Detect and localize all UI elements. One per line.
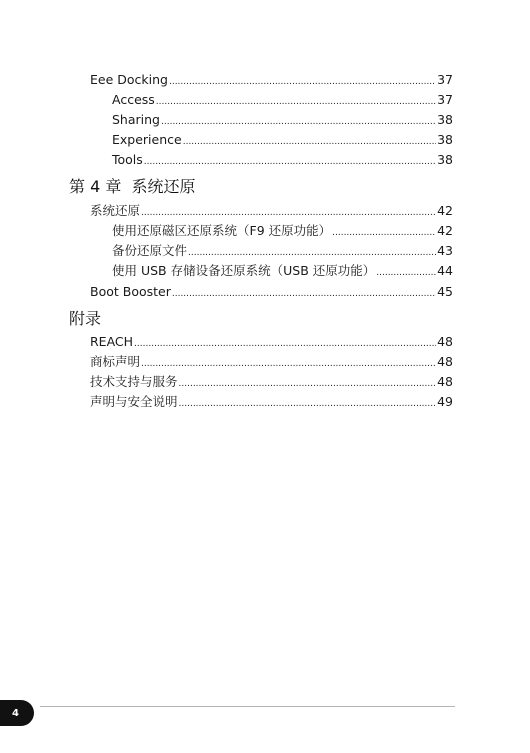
toc-entry-page: 44 (437, 263, 453, 278)
toc-entry-access[interactable] (112, 92, 453, 108)
toc-entry-label: Experience (112, 132, 182, 147)
toc-entry-reach[interactable] (90, 334, 453, 350)
toc-entry-label: Tools (112, 152, 143, 167)
dot-leader (188, 245, 436, 261)
toc-entry-page: 48 (437, 374, 453, 389)
toc-entry-tools[interactable] (112, 152, 453, 168)
toc-entry-label: 商标声明 (90, 354, 141, 369)
toc-entry-label: 使用 USB 存储设备还原系统（USB 还原功能） (112, 263, 376, 278)
dot-leader (183, 134, 436, 150)
toc-entry-support[interactable] (90, 374, 453, 390)
toc-entry-page: 38 (437, 112, 453, 127)
toc-entry-page: 37 (437, 72, 453, 87)
toc-entry-experience[interactable] (112, 132, 453, 148)
toc-entry-sharing[interactable] (112, 112, 453, 128)
page-number-badge (0, 700, 34, 726)
toc-entry-label: 备份还原文件 (112, 243, 188, 258)
toc-entry-system-restore[interactable] (90, 203, 453, 219)
toc-entry-page: 45 (437, 284, 453, 299)
toc-entry-label: 声明与安全说明 (90, 394, 178, 409)
toc-entry-safety[interactable] (90, 394, 453, 410)
toc-entry-label: Eee Docking (90, 72, 168, 87)
toc-entry-label: Sharing (112, 112, 160, 127)
dot-leader (156, 94, 436, 110)
dot-leader (141, 356, 436, 372)
appendix-heading: 附录 (69, 309, 102, 328)
dot-leader (141, 205, 436, 221)
dot-leader (376, 265, 436, 281)
toc-entry-page: 43 (437, 243, 453, 258)
dot-leader (144, 154, 436, 170)
toc-entry-label: 技术支持与服务 (90, 374, 178, 389)
toc-entry-eee-docking[interactable] (90, 72, 453, 88)
toc-entry-partition-restore[interactable] (112, 223, 453, 239)
toc-entry-page: 49 (437, 394, 453, 409)
toc-entry-page: 48 (437, 334, 453, 349)
dot-leader (134, 336, 436, 352)
toc-entry-label: REACH (90, 334, 134, 349)
footer-rule (40, 706, 455, 707)
toc-entry-page: 42 (437, 223, 453, 238)
toc-entry-backup-files[interactable] (112, 243, 453, 259)
dot-leader (169, 74, 436, 90)
dot-leader (179, 376, 437, 392)
toc-entry-boot-booster[interactable] (90, 284, 453, 300)
toc-entry-page: 42 (437, 203, 453, 218)
dot-leader (172, 286, 436, 302)
dot-leader (161, 114, 436, 130)
toc-entry-usb-restore[interactable] (112, 263, 453, 279)
page-number: 4 (12, 707, 19, 719)
toc-entry-page: 37 (437, 92, 453, 107)
toc-entry-page: 48 (437, 354, 453, 369)
dot-leader (332, 225, 436, 241)
toc-entry-label: 使用还原磁区还原系统（F9 还原功能） (112, 223, 332, 238)
toc-entry-page: 38 (437, 152, 453, 167)
toc-entry-page: 38 (437, 132, 453, 147)
toc-entry-label: Access (112, 92, 155, 107)
toc-entry-label: 系统还原 (90, 203, 141, 218)
dot-leader (179, 396, 437, 412)
chapter-heading: 第 4 章 系统还原 (69, 177, 196, 196)
toc-entry-trademark[interactable] (90, 354, 453, 370)
toc-entry-label: Boot Booster (90, 284, 171, 299)
